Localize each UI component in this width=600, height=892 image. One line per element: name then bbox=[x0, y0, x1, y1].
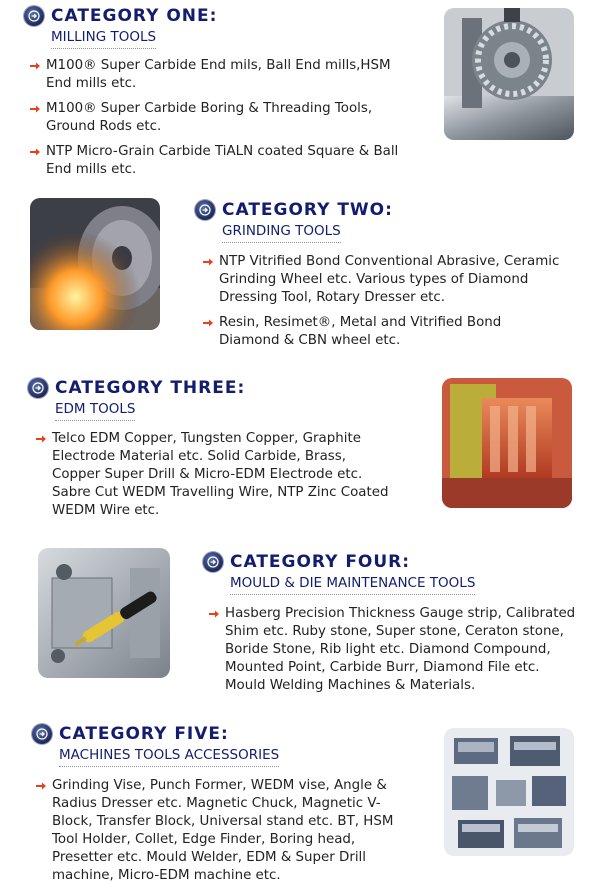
arrow-circle-icon bbox=[32, 724, 52, 744]
category-five bbox=[32, 724, 432, 892]
list-item: NTP Vitrified Bond Conventional Abrasive, Ceramic Grinding Wheel etc. Various types of Diamond Dressing Tool, Rotary Dresser etc. bbox=[203, 253, 565, 307]
category-subtitle[interactable]: MILLING TOOLS bbox=[51, 29, 156, 49]
category-title: CATEGORY ONE: bbox=[51, 6, 218, 26]
category-two bbox=[195, 200, 575, 357]
list-item: NTP Micro-Grain Carbide TiALN coated Square & Ball End mills etc. bbox=[30, 143, 400, 179]
item-list bbox=[209, 605, 579, 695]
red-arrow-icon bbox=[30, 148, 40, 156]
list-item: M100® Super Carbide Boring & Threading Tools, Ground Rods etc. bbox=[30, 100, 400, 136]
machine-vises-photo bbox=[444, 728, 574, 856]
red-arrow-icon bbox=[30, 62, 40, 70]
arrow-circle-icon bbox=[203, 552, 223, 572]
red-arrow-icon bbox=[203, 319, 213, 327]
category-three bbox=[28, 378, 428, 527]
category-title: CATEGORY TWO: bbox=[222, 200, 393, 220]
red-arrow-icon bbox=[30, 105, 40, 113]
grinding-wheel-photo bbox=[30, 198, 160, 330]
category-subtitle[interactable]: EDM TOOLS bbox=[55, 401, 135, 421]
category-one bbox=[24, 6, 424, 186]
edm-electrode-photo bbox=[442, 378, 572, 508]
list-item: M100® Super Carbide End mils, Ball End mills,HSM End mills etc. bbox=[30, 57, 400, 93]
list-item: Hasberg Precision Thickness Gauge strip, Calibrated Shim etc. Ruby stone, Super stone, Ceraton stone, Boride Stone, Rib light etc. Diamond Compound, Mounted Point, Carbide Burr, Diamond File etc. Mould Welding Machines & Materials. bbox=[209, 605, 579, 695]
category-title: CATEGORY THREE: bbox=[55, 378, 246, 398]
list-item: Resin, Resimet®, Metal and Vitrified Bond Diamond & CBN wheel etc. bbox=[203, 314, 565, 350]
item-list bbox=[36, 777, 406, 885]
red-arrow-icon bbox=[36, 782, 46, 790]
category-subtitle[interactable]: GRINDING TOOLS bbox=[222, 223, 341, 243]
red-arrow-icon bbox=[203, 258, 213, 266]
mould-polishing-photo bbox=[38, 548, 170, 678]
arrow-circle-icon bbox=[28, 378, 48, 398]
item-list bbox=[30, 57, 400, 179]
item-list bbox=[203, 253, 565, 350]
item-list bbox=[36, 430, 391, 520]
category-subtitle[interactable]: MOULD & DIE MAINTENANCE TOOLS bbox=[230, 575, 475, 595]
arrow-circle-icon bbox=[24, 6, 44, 26]
arrow-circle-icon bbox=[195, 200, 215, 220]
red-arrow-icon bbox=[36, 435, 46, 443]
milling-cutter-photo bbox=[444, 8, 574, 140]
category-four bbox=[203, 552, 583, 702]
category-subtitle[interactable]: MACHINES TOOLS ACCESSORIES bbox=[59, 747, 279, 767]
red-arrow-icon bbox=[209, 610, 219, 618]
category-title: CATEGORY FOUR: bbox=[230, 552, 411, 572]
category-title: CATEGORY FIVE: bbox=[59, 724, 229, 744]
list-item: Telco EDM Copper, Tungsten Copper, Graphite Electrode Material etc. Solid Carbide, Brass, Copper Super Drill & Micro-EDM Electrode etc. Sabre Cut WEDM Travelling Wire, NTP Zinc Coated WEDM Wire etc. bbox=[36, 430, 391, 520]
list-item: Grinding Vise, Punch Former, WEDM vise, Angle & Radius Dresser etc. Magnetic Chuck, Magnetic V-Block, Transfer Block, Universal stand etc. BT, HSM Tool Holder, Collet, Edge Finder, Boring head, Presetter etc. Mould Welder, EDM & Super Drill machine, Micro-EDM machine etc. bbox=[36, 777, 406, 885]
